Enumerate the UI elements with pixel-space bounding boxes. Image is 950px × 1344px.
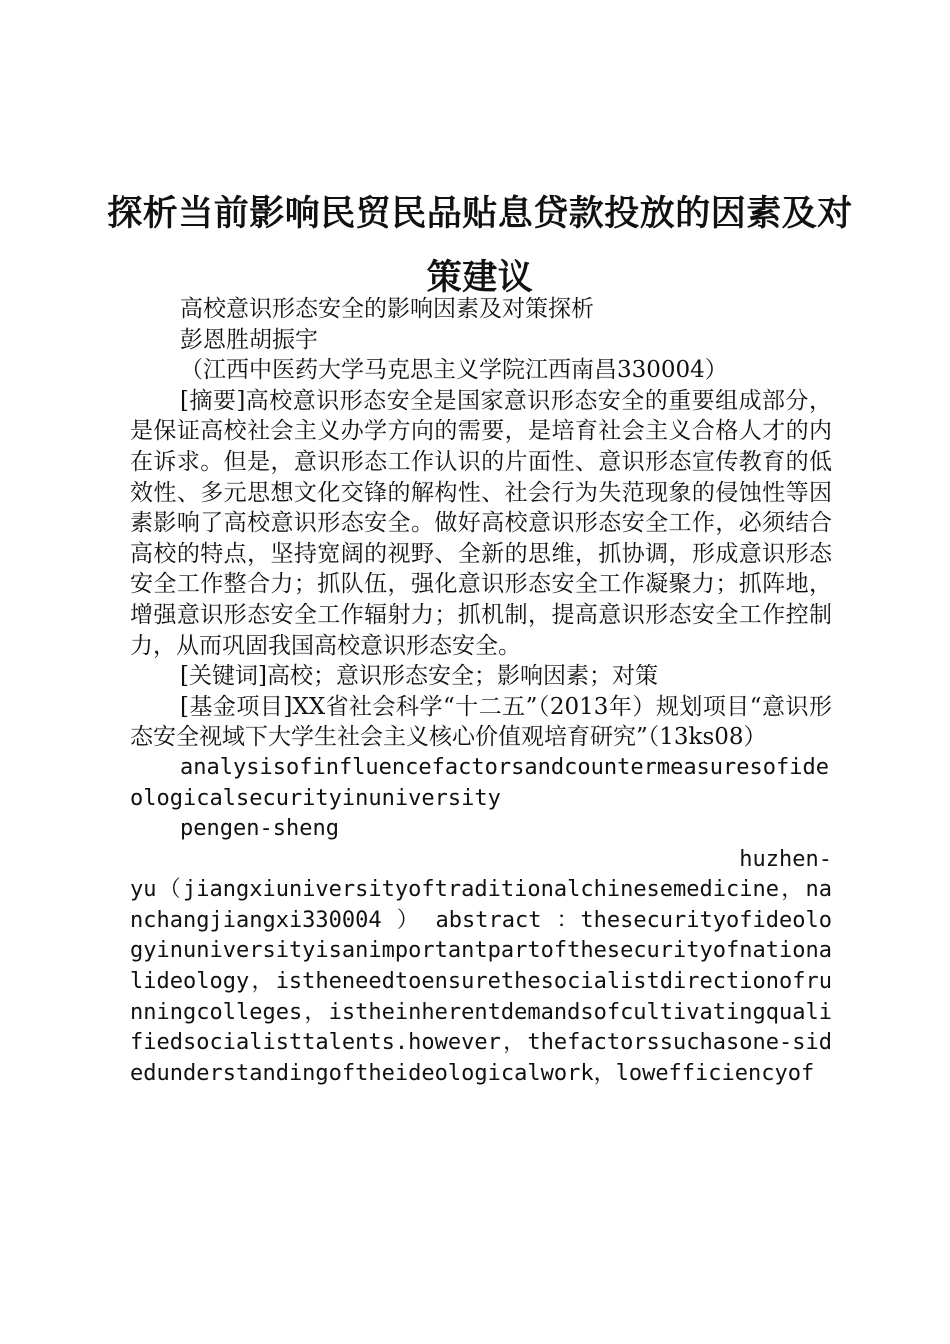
english-abstract: yu（jiangxiuniversityoftraditionalchinesemedicine，nanchangjiangxi330004 ） abstract ：thesecurityofideologyinuniversityisanimportantpartofthesecurityofnationalideology，istheneedtoensurethesocialistdirectionofrunningcolleges，istheinherentdemandsofcultivatingqualifiedsocialisttalents.however，thefactorssuchasone-sidedunderstandingoftheideologicalwork，lowefficiencyof xyxy=(130,877,832,1086)
document-body xyxy=(130,294,832,1089)
keywords: [关键词]高校；意识形态安全；影响因素；对策 xyxy=(180,663,658,690)
article-authors: 彭恩胜胡振宇 xyxy=(180,326,318,353)
fund-project: [基金项目]XX省社会科学“十二五”（2013年）规划项目“意识形态安全视域下大学生社会主义核心价值观培育研究”（13ks08） xyxy=(130,693,832,751)
abstract-chinese: [摘要]高校意识形态安全是国家意识形态安全的重要组成部分，是保证高校社会主义办学方向的需要，是培育社会主义合格人才的内在诉求。但是，意识形态工作认识的片面性、意识形态宣传教育的低效性、多元思想文化交锋的解构性、社会行为失范现象的侵蚀性等因素影响了高校意识形态安全。做好高校意识形态安全工作，必须结合高校的特点，坚持宽阔的视野、全新的思维，抓协调，形成意识形态安全工作整合力；抓队伍，强化意识形态安全工作凝聚力；抓阵地，增强意识形态安全工作辐射力；抓机制，提高意识形态安全工作控制力，从而巩固我国高校意识形态安全。 xyxy=(130,387,832,659)
english-author-1: pengen-sheng xyxy=(180,816,339,842)
document-title: 探析当前影响民贸民品贴息贷款投放的因素及对策建议 xyxy=(107,194,853,298)
english-author-2: huzhen- xyxy=(739,846,832,872)
article-affiliation: （江西中医药大学马克思主义学院江西南昌330004） xyxy=(180,357,728,384)
english-title: analysisofinfluencefactorsandcountermeasuresofideologicalsecurityinuniversity xyxy=(130,754,830,811)
article-subtitle: 高校意识形态安全的影响因素及对策探析 xyxy=(180,296,594,322)
